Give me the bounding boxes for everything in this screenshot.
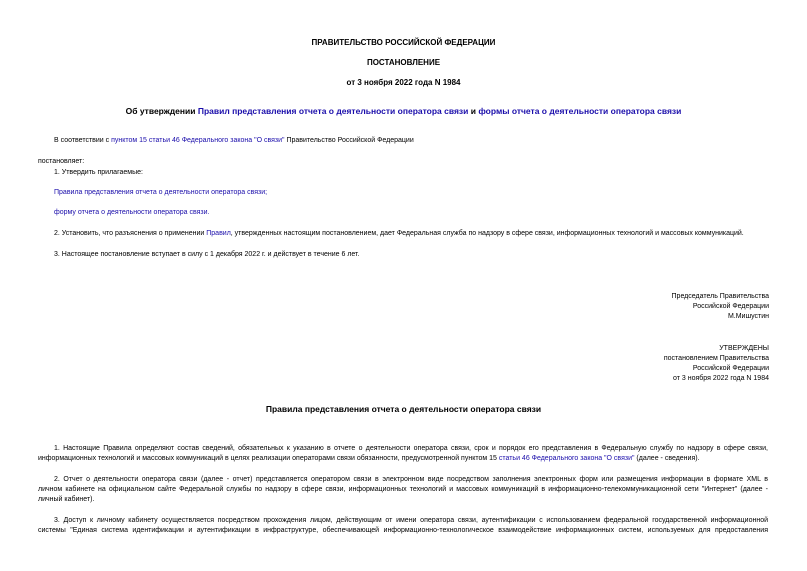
item-1: 1. Утвердить прилагаемые: [54, 169, 143, 176]
rule-1-line-2 [38, 454, 700, 464]
doc-date-heading: от 3 ноября 2022 года N 1984 [346, 78, 461, 87]
item-2 [54, 229, 744, 239]
rule-1-line-1: 1. Настоящие Правила определяют состав сведений, обязательных к указанию в отчете о деятельности оператора связи, срок и порядок его представления в Федеральную службу по надзору в сфере связи, [54, 445, 768, 452]
item-2-prefix: 2. Установить, что разъяснения о применении [54, 230, 207, 237]
intro-paragraph [54, 136, 414, 146]
approval-heading: УТВЕРЖДЕНЫ [719, 345, 769, 352]
title-prefix: Об утверждении [125, 106, 198, 116]
rule-3-line-2: системы "Единая система идентификации и аутентификации в инфраструктуре, обеспечивающей информационно-технологическое взаимодействие информационных систем, используемых для предоставления [38, 527, 768, 534]
rule-1-prefix: информационных технологий и массовых коммуникаций в целях реализации операторами связи обязанности, предусмотренной пунктом 15 [38, 455, 499, 462]
approved-rules-link[interactable]: Правила представления отчета о деятельности оператора связи; [54, 189, 268, 196]
signature-country: Российской Федерации [692, 303, 769, 310]
rule-1-law-link[interactable]: статьи 46 Федерального закона "О связи" [498, 455, 635, 462]
item-2-suffix: , утвержденных настоящим постановлением, дает Федеральная служба по надзору в сфере связи, информационных технологий и массовых коммуникаций. [230, 230, 744, 237]
approval-line-2: постановлением Правительства [663, 355, 769, 362]
intro-prefix: В соответствии с [54, 137, 112, 144]
government-heading: ПРАВИТЕЛЬСТВО РОССИЙСКОЙ ФЕДЕРАЦИИ [311, 38, 496, 47]
doc-type-heading: ПОСТАНОВЛЕНИЕ [366, 58, 441, 67]
approval-line-3: Российской Федерации [692, 365, 769, 372]
rules-link[interactable]: Правил [206, 230, 231, 237]
signature-name: М.Мишустин [727, 313, 769, 320]
law-article-link[interactable]: пунктом 15 статьи 46 Федерального закона "О связи" [111, 137, 285, 144]
rule-2-line-2: личном кабинете на официальном сайте Федеральной службы по надзору в сфере связи, информационных технологий и массовых коммуникаций в информационно-телекоммуникационной сети "Интернет" (далее - [38, 486, 768, 493]
title-middle: и [468, 106, 479, 116]
intro-suffix: Правительство Российской Федерации [284, 137, 414, 144]
rule-1-suffix: (далее - сведения). [634, 455, 700, 462]
form-title-link[interactable]: формы отчета о деятельности оператора связи [478, 106, 682, 116]
decrees-text: постановляет: [38, 158, 85, 165]
approval-line-4: от 3 ноября 2022 года N 1984 [673, 375, 769, 382]
rules-title: Правила представления отчета о деятельности оператора связи [265, 404, 542, 414]
rule-2-line-3: личный кабинет). [38, 496, 95, 503]
rule-2-line-1: 2. Отчет о деятельности оператора связи (далее - отчет) представляется оператором связи в электронном виде посредством заполнения электронных форм или размещения информации в формате XML в [54, 476, 768, 483]
document-title [0, 106, 807, 116]
signature-title: Председатель Правительства [671, 293, 769, 300]
item-3: 3. Настоящее постановление вступает в силу с 1 декабря 2022 г. и действует в течение 6 лет. [54, 251, 360, 258]
approved-form-link[interactable]: форму отчета о деятельности оператора связи. [54, 209, 210, 216]
rule-3-line-1: 3. Доступ к личному кабинету осуществляется посредством прохождения лицом, действующим от имени оператора связи, аутентификации с использованием федеральной государственной информационной [54, 517, 768, 524]
rules-title-link[interactable]: Правил представления отчета о деятельности оператора связи [197, 106, 469, 116]
